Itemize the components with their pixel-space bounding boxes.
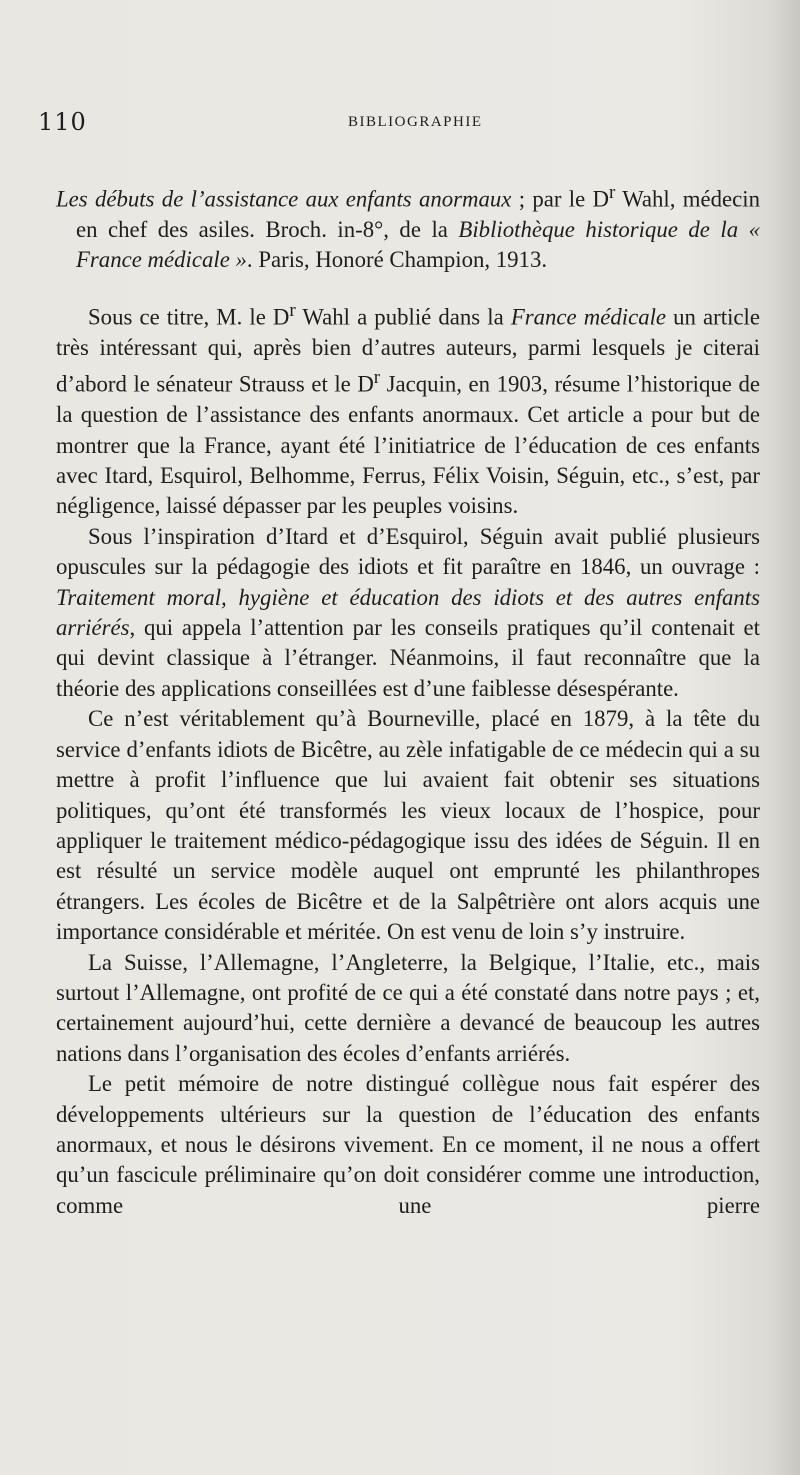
p1-sup-2: r	[373, 367, 381, 389]
p1-text-b: Wahl a publié dans la	[295, 304, 511, 330]
page-number: 110	[38, 108, 87, 136]
page-header	[38, 108, 760, 138]
entry-sup: r	[609, 182, 616, 203]
p2-text-a: Sous l’inspiration d’Itard et d’Esquirol, Séguin avait publié plusieurs opuscules sur la pédagogie des idiots et fit paraître en 1846, un ouvrage :	[56, 523, 760, 580]
paragraph-1	[56, 296, 760, 522]
p1-text-c: un article très intéressant qui, après bien d’autres auteurs, parmi lesquels je citerai d’abord le sénateur Strauss et le D	[56, 304, 760, 397]
entry-text-1: ; par le D	[511, 186, 609, 212]
paragraph-3: Ce n’est véritablement qu’à Bourneville, placé en 1879, à la tête du service d’enfants idiots de Bicêtre, au zèle infatigable de ce médecin qui a su mettre à profit l’influence que lui avaient fait obtenir ses situations politiques, qu’ont été transformés les vieux locaux de l’hospice, pour appliquer le traitement médico-pédagogique issu des idées de Séguin. Il en est résulté un service modèle auquel ont emprunté les philanthropes étrangers. Les écoles de Bicêtre et de la Salpêtrière ont alors acquis une importance considérable et méritée. On est venu de loin s’y instruire.	[56, 706, 760, 945]
paragraph-4: La Suisse, l’Allemagne, l’Angleterre, la Belgique, l’Italie, etc., mais surtout l’Allemagne, ont profité de ce qui a été constaté dans notre pays ; et, certainement aujourd’hui, cette dernière a devancé de beaucoup les autres nations dans l’organisation des écoles d’enfants arriérés.	[56, 949, 760, 1066]
paragraph-2	[56, 522, 760, 704]
entry-title: Les débuts de l’assistance aux enfants anormaux	[56, 186, 512, 212]
p2-text-b: , qui appela l’attention par les conseils pratiques qu’il contenait et qui devint classique à l’étranger. Néanmoins, il faut reconnaître que la théorie des applications conseillées est d’une faiblesse désespérante.	[56, 615, 760, 701]
paragraph-5: Le petit mémoire de notre distingué collègue nous fait espérer des développements ultérieurs sur la question de l’éducation des enfants anormaux, et nous le désirons vivement. En ce moment, il ne nous a offert qu’un fascicule préliminaire qu’on doit considérer comme une introduction, comme une pierre	[56, 1071, 760, 1218]
entry-series: Bibliothèque historique de la « France médicale »	[76, 217, 760, 273]
running-head: BIBLIOGRAPHIE	[348, 114, 483, 130]
bibliography-entry	[56, 178, 760, 276]
p1-journal: France médicale	[510, 304, 667, 330]
p2-work-title: Traitement moral, hygiène et éducation des idiots et des autres enfants arriérés	[56, 584, 760, 641]
p1-text-a: Sous ce titre, M. le D	[88, 304, 290, 330]
entry-text-3: . Paris, Honoré Champion, 1913.	[246, 247, 548, 273]
p1-sup-1: r	[289, 299, 296, 321]
page-body	[56, 178, 760, 1221]
entry-text-2: Wahl, médecin en chef des asiles. Broch. in-8°, de la	[76, 186, 760, 242]
p1-text-d: Jacquin, en 1903, résume l’historique de la question de l’assistance des enfants anormaux. Cet article a pour but de montrer que la France, ayant été l’initiatrice de l’éducation de ces enfants avec Itard, Esquirol, Belhomme, Ferrus, Félix Voisin, Séguin, etc., s’est, par négligence, laissé dépasser par les peuples voisins.	[56, 371, 760, 519]
